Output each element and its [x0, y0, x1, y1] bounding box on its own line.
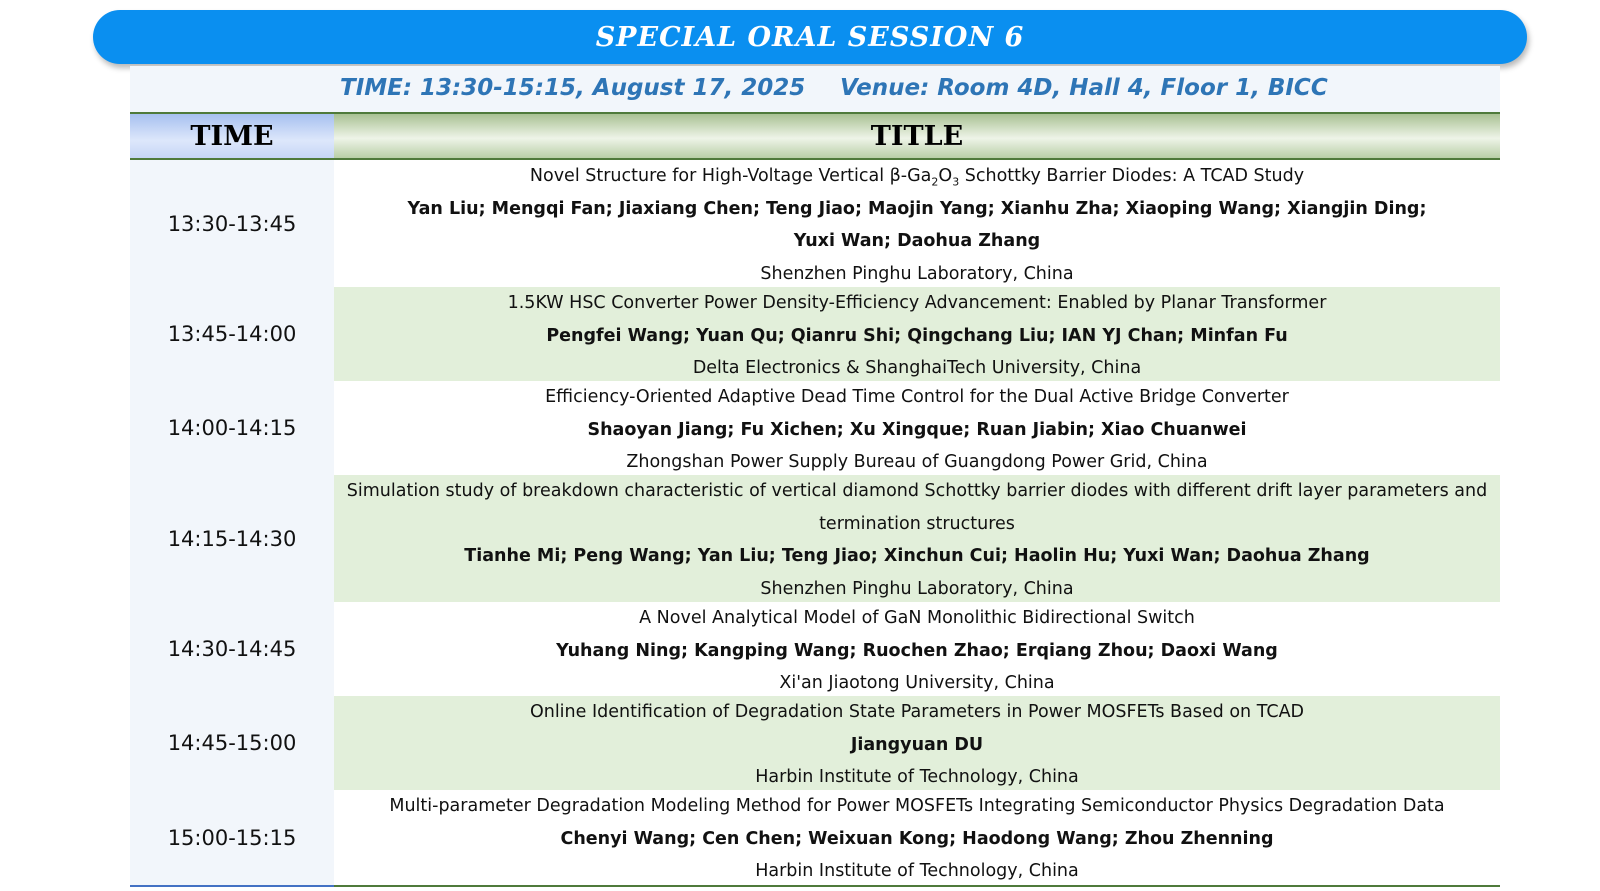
- table-bottom-rule: [334, 885, 1500, 887]
- paper-authors: Pengfei Wang; Yuan Qu; Qianru Shi; Qingchang Liu; IAN YJ Chan; Minfan Fu: [546, 325, 1288, 346]
- paper-title: A Novel Analytical Model of GaN Monolithic Bidirectional Switch: [639, 608, 1195, 628]
- time-slot: 14:15-14:30: [130, 475, 334, 602]
- paper-authors: Chenyi Wang; Cen Chen; Weixuan Kong; Haodong Wang; Zhou Zhenning: [560, 828, 1274, 849]
- session-title: SPECIAL ORAL SESSION 6: [595, 21, 1025, 53]
- table-row: [130, 602, 1500, 696]
- table-row: [130, 475, 1500, 602]
- paper-authors: Yan Liu; Mengqi Fan; Jiaxiang Chen; Teng Jiao; Maojin Yang; Xianhu Zha; Xiaoping Wang; Xiangjin Ding;: [407, 198, 1427, 219]
- session-venue-info: Venue: Room 4D, Hall 4, Floor 1, BICC: [840, 75, 1328, 101]
- session-banner: [93, 10, 1527, 64]
- table-bottom-rule: [130, 885, 334, 887]
- paper-title: Multi-parameter Degradation Modeling Method for Power MOSFETs Integrating Semiconductor Physics Degradation Data: [389, 796, 1445, 816]
- column-header-title: TITLE: [334, 112, 1500, 160]
- paper-entry: [334, 475, 1500, 602]
- paper-affiliation: Harbin Institute of Technology, China: [755, 861, 1079, 882]
- paper-entry: [334, 790, 1500, 885]
- paper-title: Novel Structure for High-Voltage Vertical $\beta-Ga_2O_3$ Schottky Barrier Diodes: A TCAD Study: [529, 166, 1305, 189]
- table-row: [130, 790, 1500, 885]
- paper-affiliation: Harbin Institute of Technology, China: [755, 767, 1079, 788]
- time-slot: 13:45-14:00: [130, 287, 334, 381]
- time-slot: 14:45-15:00: [130, 696, 334, 790]
- time-slot: 14:00-14:15: [130, 381, 334, 475]
- paper-title: Simulation study of breakdown characteristic of vertical diamond Schottky barrier diodes with different drift layer parameters and: [346, 481, 1488, 501]
- paper-entry: [334, 696, 1500, 790]
- paper-entry: [334, 287, 1500, 381]
- paper-entry: [334, 602, 1500, 696]
- table-row: [130, 381, 1500, 475]
- column-header-time: TIME: [130, 112, 334, 160]
- time-slot: 15:00-15:15: [130, 790, 334, 885]
- paper-authors: Jiangyuan DU: [850, 734, 984, 755]
- paper-title: Efficiency-Oriented Adaptive Dead Time Control for the Dual Active Bridge Converter: [545, 387, 1289, 407]
- paper-authors-continued: Yuxi Wan; Daohua Zhang: [793, 231, 1041, 252]
- paper-title-continued: termination structures: [819, 513, 1015, 534]
- paper-entry: [334, 160, 1500, 287]
- paper-authors: Tianhe Mi; Peng Wang; Yan Liu; Teng Jiao; Xinchun Cui; Haolin Hu; Yuxi Wan; Daohua Zhang: [464, 546, 1370, 567]
- paper-affiliation: Zhongshan Power Supply Bureau of Guangdong Power Grid, China: [626, 452, 1208, 473]
- time-slot: 13:30-13:45: [130, 160, 334, 287]
- paper-affiliation: Shenzhen Pinghu Laboratory, China: [760, 579, 1074, 600]
- paper-affiliation: Shenzhen Pinghu Laboratory, China: [760, 264, 1074, 285]
- paper-authors: Yuhang Ning; Kangping Wang; Ruochen Zhao; Erqiang Zhou; Daoxi Wang: [556, 640, 1278, 661]
- paper-affiliation: Delta Electronics & ShanghaiTech University, China: [692, 358, 1142, 379]
- paper-title: Online Identification of Degradation State Parameters in Power MOSFETs Based on TCAD: [529, 702, 1305, 722]
- session-time-info: TIME: 13:30-15:15, August 17, 2025: [340, 75, 806, 101]
- table-row: [130, 160, 1500, 287]
- time-slot: 14:30-14:45: [130, 602, 334, 696]
- paper-entry: [334, 381, 1500, 475]
- paper-affiliation: Xi'an Jiaotong University, China: [779, 673, 1055, 694]
- paper-authors: Shaoyan Jiang; Fu Xichen; Xu Xingque; Ruan Jiabin; Xiao Chuanwei: [587, 419, 1247, 440]
- paper-title: 1.5KW HSC Converter Power Density-Efficiency Advancement: Enabled by Planar Transformer: [507, 293, 1327, 313]
- table-row: [130, 287, 1500, 381]
- table-row: [130, 696, 1500, 790]
- session-info-row: [130, 66, 1500, 112]
